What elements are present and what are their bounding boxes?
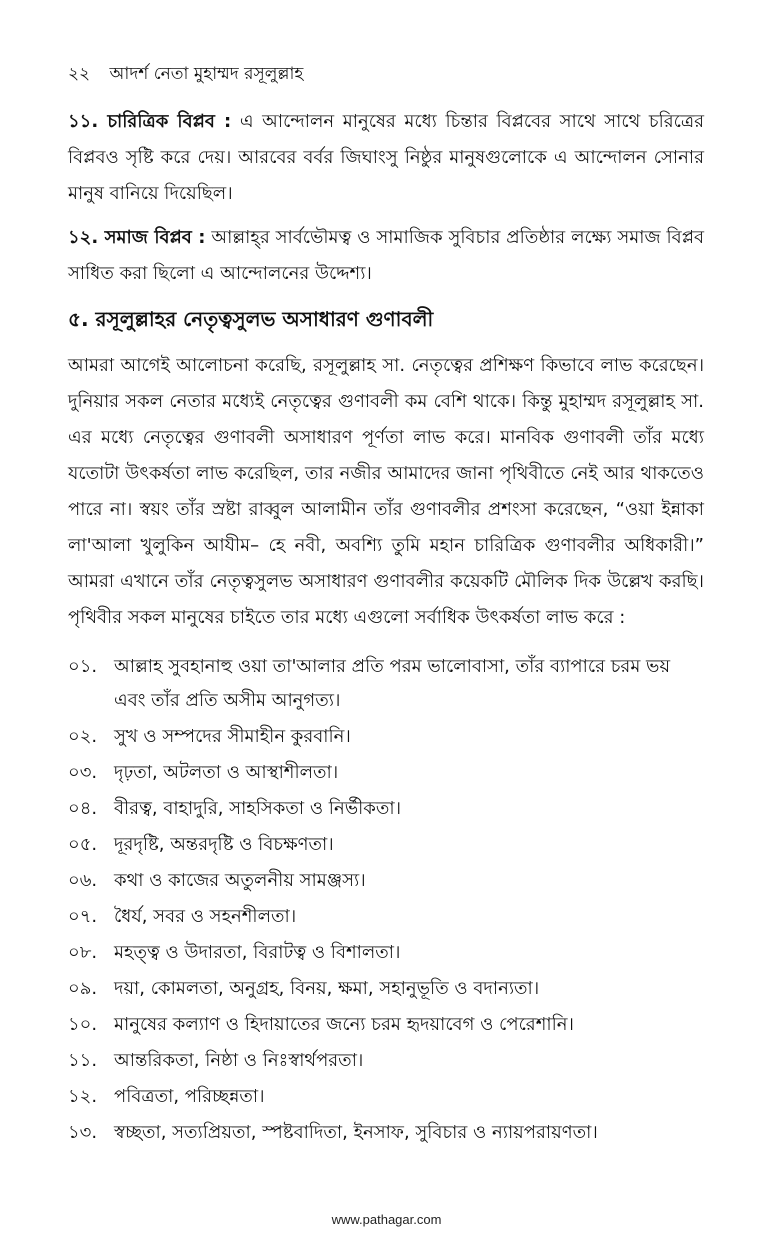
list-item (68, 864, 704, 898)
list-item-text: আল্লাহ সুবহানাহু ওয়া তা'আলার প্রতি পরম ভালোবাসা, তাঁর ব্যাপারে চরম ভয় এবং তাঁর প্রতি অসীম আনুগত্য। (114, 656, 671, 711)
list-item-number: ১০. (68, 1014, 98, 1035)
list-item-number: ০৫. (68, 834, 98, 855)
list-item-text: দৃঢ়তা, অটলতা ও আস্থাশীলতা। (114, 762, 339, 783)
list-item (68, 900, 704, 934)
running-header (68, 62, 704, 86)
list-item-number: ০৬. (68, 870, 98, 891)
list-item-text: পবিত্রতা, পরিচ্ছন্নতা। (114, 1086, 265, 1107)
list-item-number: ১২. (68, 1086, 98, 1107)
list-item-text: সুখ ও সম্পদের সীমাহীন কুরবানি। (114, 726, 351, 747)
list-item-number: ১১. (68, 1050, 98, 1071)
list-item-number: ০৩. (68, 762, 98, 783)
list-item (68, 1044, 704, 1078)
list-item-text: ধৈর্য, সবর ও সহনশীলতা। (114, 906, 297, 927)
page-number: ২২ (68, 64, 91, 84)
list-item (68, 1080, 704, 1114)
list-item-number: ০৭. (68, 906, 98, 927)
list-item-text: কথা ও কাজের অতুলনীয় সামঞ্জস্য। (114, 870, 366, 891)
list-item (68, 1008, 704, 1042)
list-item-text: মানুষের কল্যাণ ও হিদায়াতের জন্যে চরম হৃদয়াবেগ ও পেরেশানি। (114, 1014, 574, 1035)
list-item-text: মহত্ত্ব ও উদারতা, বিরাটত্ব ও বিশালতা। (114, 942, 401, 963)
list-item-text: বীরত্ব, বাহাদুরি, সাহসিকতা ও নির্ভীকতা। (114, 798, 402, 819)
point-text: এ আন্দোলন মানুষের মধ্যে চিন্তার বিপ্লবের সাথে সাথে চরিত্রের বিপ্লবও সৃষ্টি করে দেয়। আরবের বর্বর জিঘাংসু নিষ্ঠুর মানুষগুলোকে এ আন্দোলন সোনার মানুষ বানিয়ে দিয়েছিল। (68, 111, 704, 204)
list-item-number: ০৯. (68, 978, 98, 999)
list-item (68, 828, 704, 862)
footer-url: www.pathagar.com (331, 1212, 442, 1227)
list-item-text: আন্তরিকতা, নিষ্ঠা ও নিঃস্বার্থপরতা। (114, 1050, 364, 1071)
list-item-number: ১৩. (68, 1122, 98, 1143)
list-item-text: দয়া, কোমলতা, অনুগ্রহ, বিনয়, ক্ষমা, সহানুভূতি ও বদান্যতা। (114, 978, 540, 999)
list-item-number: ০১. (68, 656, 98, 677)
qualities-list (68, 650, 704, 1150)
list-item (68, 650, 704, 718)
point-social-revolution (68, 220, 704, 292)
section-heading: ৫. রসূলুল্লাহর নেতৃত্বসুলভ অসাধারণ গুণাবলী (68, 307, 434, 331)
point-label: ১২. সমাজ বিপ্লব : (68, 227, 206, 248)
list-item (68, 792, 704, 826)
running-title: আদর্শ নেতা মুহাম্মদ রসূলুল্লাহ (109, 64, 304, 84)
list-item-number: ০২. (68, 726, 98, 747)
list-item (68, 720, 704, 754)
point-label: ১১. চারিত্রিক বিপ্লব : (68, 111, 232, 132)
list-item (68, 936, 704, 970)
book-page (68, 62, 704, 1152)
section-body: আমরা আগেই আলোচনা করেছি, রসূলুল্লাহ সা. নেতৃত্বের প্রশিক্ষণ কিভাবে লাভ করেছেন। দুনিয়ার সকল নেতার মধ্যেই নেতৃত্বের গুণাবলী কম বেশি থাকে। কিন্তু মুহাম্মদ রসূলুল্লাহ সা. এর মধ্যে নেতৃত্বের গুণাবলী অসাধারণ পূর্ণতা লাভ করে। মানবিক গুণাবলী তাঁর মধ্যে যতোটা উৎকর্ষতা লাভ করেছিল, তার নজীর আমাদের জানা পৃথিবীতে নেই আর থাকতেও পারে না। স্বয়ং তাঁর স্রষ্টা রাব্বুল আলামীন তাঁর গুণাবলীর প্রশংসা করেছেন, “ওয়া ইন্নাকা লা'আলা খুলুকিন আযীম– হে নবী, অবশ্যি তুমি মহান চারিত্রিক গুণাবলীর অধিকারী।” আমরা এখানে তাঁর নেতৃত্বসুলভ অসাধারণ গুণাবলীর কয়েকটি মৌলিক দিক উল্লেখ করছি। পৃথিবীর সকল মানুষের চাইতে তার মধ্যে এগুলো সর্বাধিক উৎকর্ষতা লাভ করে : (68, 355, 704, 628)
list-item-text: স্বচ্ছতা, সত্যপ্রিয়তা, স্পষ্টবাদিতা, ইনসাফ, সুবিচার ও ন্যায়পরায়ণতা। (114, 1122, 598, 1143)
list-item (68, 972, 704, 1006)
point-character-revolution (68, 104, 704, 212)
list-item-number: ০৪. (68, 798, 98, 819)
point-text: আল্লাহ্‌র সার্বভৌমত্ব ও সামাজিক সুবিচার প্রতিষ্ঠার লক্ষ্যে সমাজ বিপ্লব সাধিত করা ছিলো এ আন্দোলনের উদ্দেশ্য। (68, 227, 704, 284)
list-item-text: দূরদৃষ্টি, অন্তরদৃষ্টি ও বিচক্ষণতা। (114, 834, 334, 855)
list-item (68, 1116, 704, 1150)
list-item-number: ০৮. (68, 942, 98, 963)
list-item (68, 756, 704, 790)
